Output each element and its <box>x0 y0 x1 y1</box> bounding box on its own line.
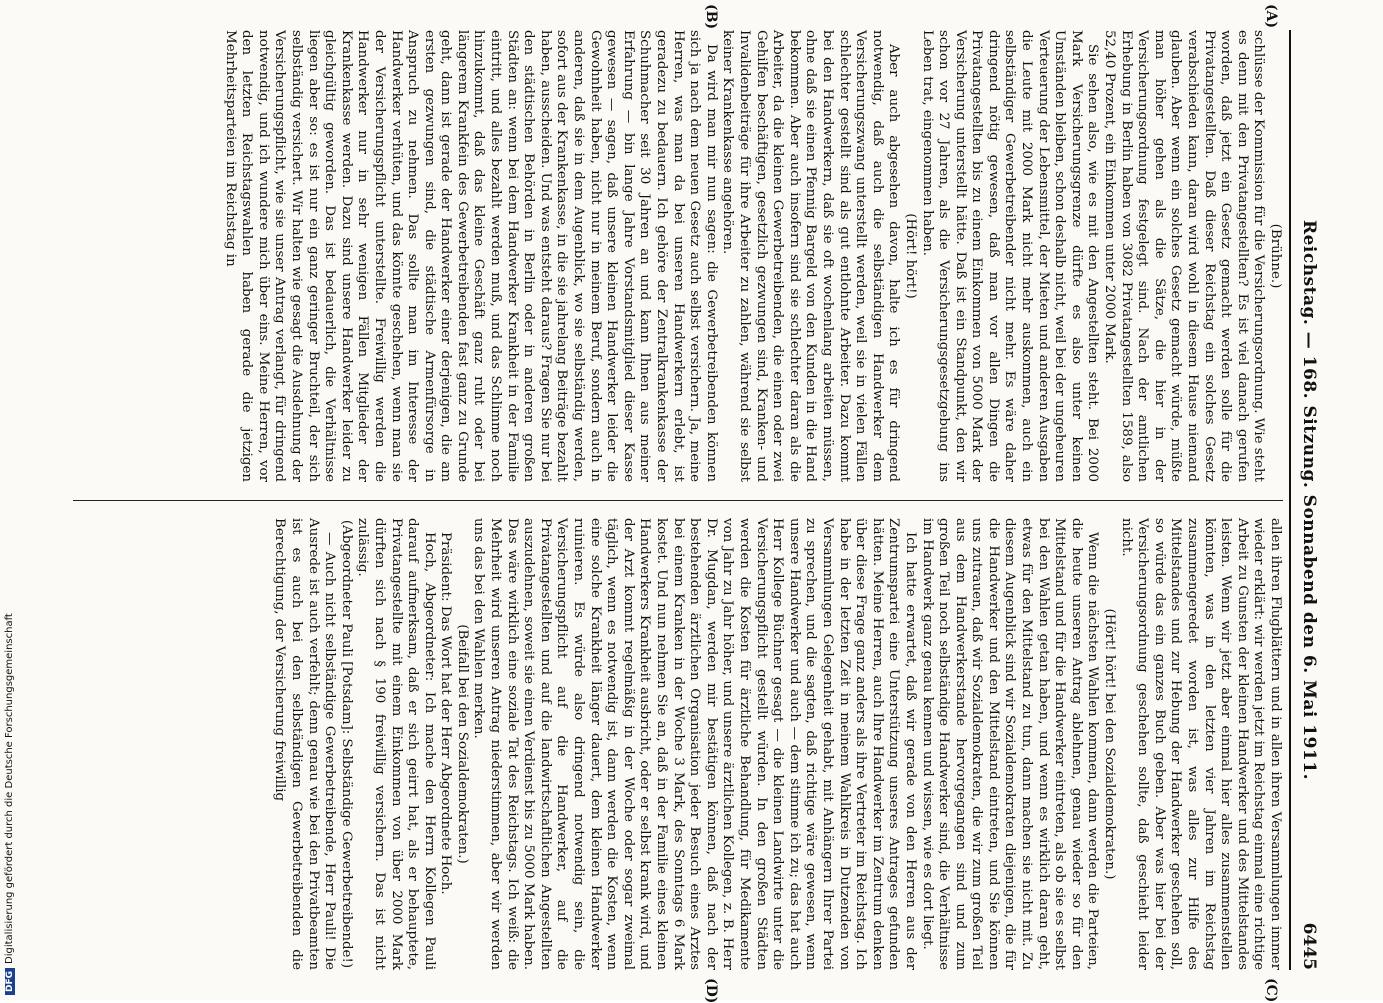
digitization-credit <box>4 613 15 995</box>
column-divider <box>73 500 1283 501</box>
page-number: 6445 <box>1299 922 1319 970</box>
interjection: (Hört! hört! bei den Sozialdemokraten.) <box>1102 608 1118 880</box>
paragraph: Da wird man mir nun sagen: die Gewerbetreibenden können sich ja nach dem neuen Gesetz auch selbst versichern. Ja, meine Herren, was man da bei unseren Handwerkern erlebt, ist geradezu zu bedauern. Ich gehöre der Zentralkrankenkasse der Schuhmacher seit 30 Jahren an und kann Ihnen aus meiner Erfahrung — bin lange Jahre Vorstandsmitglied dieser Kasse gewesen — sagen, daß unsere kleinen Handwerker leider die Gewohnheit haben, nicht nur in meinem Beruf, sondern auch in anderen, daß sie in dem Augenblick, wo sie selbständig werden, sofort aus der Krankenkasse, in die sie jahrelang Beiträge bezahlt haben, ausscheiden. Und was entsteht daraus? Fragen Sie nur bei den städtischen Behörden in Berlin oder in anderen großen Städten an: wenn bei dem Handwerker Krankheit in der Familie eintritt, und alles bezahlt werden muß, und das Schlimme noch hinzukommt, daß das kleine Geschäft ganz ruht oder bei längerem Krankfein des Gewerbetreibenden fast ganz zu Grunde geht, dann ist gerade der Handwerker einer derjenigen, die am ersten gezwungen sind, die städtische Armenfürsorge in Anspruch zu nehmen. Das sollte man im Interesse der Handwerker verhüten, und das könnte geschehen, wenn man sie der Versicherungspflicht unterstellte. Freiwillig werden die Handwerker nur in sehr wenigen Fällen Mitglieder der Krankenkasse werden. Dazu sind unsere Handwerker leider zu gleichgültig geworden. Das ist bedauerlich, die Verhältnisse liegen aber so: es ist nur ein ganz geringer Bruchteil, der sich selbständig versichert. Wir halten wie gesagt die Ausdehnung der Versicherungspflicht, wie sie unser Antrag verlangt, für dringend notwendig, und ich wundere mich über eins. Meine Herren, vor den letzten Reichstagswahlen haben gerade die jetzigen Mehrheitsparteien im Reichstag in <box>222 30 719 482</box>
page-header <box>1291 30 1325 970</box>
interjection: (Beifall bei den Sozialdemokraten.) <box>454 624 470 864</box>
paragraph: Wenn die nächsten Wahlen kommen, dann werden die Parteien, die heute unseren Antrag ablehnen, genau wieder so für den Mittelstand und für die Handwerker eintreten, als ob sie es selbst bei den Wahlen getan haben, und wenn es wirklich daran geht, etwas für den Mittelstand zu tun, dann machen sie nicht mit. Zu diesem Augenblick sind wir Sozialdemokraten diejenigen, die für die Handwerker und den Mittelstand eintreten, und Sie können uns zutrauen, daß wir Sozialdemokraten, die wir zum großen Teil aus dem Handwerkerstande hervorgegangen sind und zum großen Teil noch selbständige Handwerker sind, die Verhältnisse im Handwerk ganz genau kennen und wissen, wie es dort liegt. <box>919 518 1101 970</box>
interjection: (Abgeordneter Pauli [Potsdam]: Selbständige Gewerbetreibende!) <box>338 519 354 969</box>
margin-marker-c: (C) <box>1263 978 1279 1003</box>
dfg-logo: DFG <box>5 968 15 995</box>
paragraph: Aber auch abgesehen davon, halte ich es für dringend notwendig, daß auch die selbständigen Handwerker dem Versicherungszwang unterstellt werden, weil sie in vielen Fällen schlechter gestellt sind als gut entlohnte Arbeiter. Dazu kommt bei den Handwerkern, daß sie oft wochenlang arbeiten müssen, ohne daß sie einen Pfennig Bargeld von den Kunden in die Hand bekommen. Aber auch insofern sind sie schlechter daran als die Arbeiter, da die kleinen Gewerbetreibenden, die einen oder zwei Gehilfen beschäftigen, gesetzlich gezwungen sind, Kranken- und Invalidenbeiträge für ihre Arbeiter zu zahlen, während sie selbst keiner Krankenkasse angehören. <box>720 30 902 482</box>
left-text-column <box>221 30 1283 482</box>
paragraph: — Auch nicht selbständige Gewerbetreibende, Herr Pauli! Die Ausrede ist auch verfehlt; denn genau wie bei den Privatbeamten ist es auch bei den selbständigen Gewerbetreibenden die Berechtigung, der Versicherung freiwillig <box>272 518 338 970</box>
paragraph: Ich hatte erwartet, daß wir gerade von den Herren aus der Zentrumspartei eine Unterstützung unseres Antrages gefunden hätten. Meine Herren, auch Ihre Handwerker im Zentrum denken über diese Frage ganz anders als ihre Vertreter im Reichstag. Ich habe in der letzten Zeit in meinem Wahlkreis in Dutzenden von Versammlungen Gelegenheit gehabt, mit Anhängern Ihrer Partei zu sprechen, und die sagten, daß richtige wäre gewesen, wenn unsere Handwerker und auch — dem stimme ich zu; das hat auch Herr Kollege Büchner gesagt — die kleinen Landwirte unter die Versicherungspflicht gestellt würden. In den großen Städten werden die Kosten für ärztliche Behandlung, für Medikamente von Jahr zu Jahr höher, und unsere ärztlichen Kollegen, z. B. Herr Dr. Mugdan, werden mir bestätigen können, daß nach der bestehenden ärztlichen Organisation jeder Besuch eines Arztes bei einem Kranken in der Woche 3 Mark, des Sonntags 6 Mark kostet. Und nun nehmen Sie an, daß in der Familie eines kleinen Handwerkers Krankheit ausbricht, oder er selbst krank wird, und der Arzt kommt regelmäßig in der Woche oder sogar zweimal täglich, wenn es notwendig ist, dann werden die Kosten, wenn eine solche Krankheit länger dauert, dem kleinen Handwerker ruinieren. Es würde also dringend notwendig sein, die Versicherungspflicht auf die Handwerker, auf die Privatangestellten und auf die landwirtschaftlichen Angestellten auszudehnen, soweit sie einen Verdienst bis zu 5000 Mark haben. Das wäre wirklich eine soziale Tat des Reichstags. Ich weiß: die Mehrheit wird unseren Antrag niederstimmen, aber wir werden uns das bei den Wahlen merken. <box>471 518 918 970</box>
interjection: (Hört! hört!) <box>902 213 918 299</box>
paragraph: Sie sehen also, wie es mit den Angestellten steht. Bei 2000 Mark Versicherungsgrenze dürfte es also unter keinen Umständen bleiben, schon deshalb nicht, weil bei der ungeheuren Verteuerung der Lebensmittel, der Mieten und anderen Ausgaben die Leute mit 2000 Mark nicht mehr auskommen, auch ein selbständiger Gewerbetreibender nicht mehr. Es wäre daher dringend nötig gewesen, daß man vor allen Dingen die Privatangestellten bis zu einem Einkommen von 5000 Mark der Versicherung unterstellt hätte. Daß ist ein Standpunkt, den wir schon vor 27 Jahren, als die Versicherungsgesetzgebung ins Leben trat, eingenommen haben. <box>919 30 1101 482</box>
margin-marker-d: (D) <box>703 978 719 1003</box>
rotated-page-content <box>65 4 1325 1003</box>
president-statement: Präsident: Das Wort hat der Herr Abgeordnete Hoch. <box>438 532 454 895</box>
paragraph: allen ihren Flugblättern und in allen ihren Versammlungen immer wieder erklärt: wir werden jetzt im Reichstag einmal eine richtige Arbeit zu Gunsten der kleinen Handwerker und des Mittelstandes leisten. Wenn wir jetzt aber einmal hier alles zusammenstellen könnten, was in den letzten vier Jahren im Reichstag zusammengeredet worden ist, was alles zur Hilfe des Mittelstandes und zur Hebung der Handwerker geschehen soll, so würde das ein ganzes Buch geben. Aber was hier bei der Versicherungsordnung geschehen sollte, daß geschieht leider nicht. <box>1118 518 1283 970</box>
page-header-title: Reichstag. — 168. Sitzung. Sonnabend den 6. Mai 1911. <box>1299 219 1319 780</box>
paragraph: schlüsse der Kommission für die Versicherungsordnung. Wie steht es denn mit den Privatangestellten? Es ist viel danach gerufen worden, daß jetzt ein Gesetz gemacht werden solle für die Privatangestellten. Daß dieser Reichstag ein solches Gesetz verabschieden kann, daran wird wohl in diesem Hause niemand glauben. Aber wenn ein solches Gesetz gemacht würde, müßte man höher gehen als die Sätze, die hier in der Versicherungsordnung festgelegt sind. Nach der amtlichen Erhebung in Berlin haben von 3082 Privatangestellten 1589, also 52,40 Prozent, ein Einkommen unter 2000 Mark. <box>1102 30 1267 482</box>
margin-marker-b: (B) <box>703 4 719 30</box>
speaker-name: (Brühne.) <box>1268 223 1283 289</box>
right-text-column <box>271 518 1283 970</box>
header-rule <box>1289 30 1291 970</box>
paragraph: Hoch, Abgeordneter: Ich mache den Herrn Kollegen Pauli darauf aufmerksam, daß er sich geirrt hat, als er behauptete, Privatangestellte mit einem Einkommen von über 2000 Mark dürften sich nach § 190 freiwillig versichern. Das ist nicht zulässig. <box>355 518 437 970</box>
margin-marker-a: (A) <box>1263 4 1279 29</box>
credit-text: Digitalisierung gefördert durch die Deutsche Forschungsgemeinschaft <box>4 613 15 964</box>
